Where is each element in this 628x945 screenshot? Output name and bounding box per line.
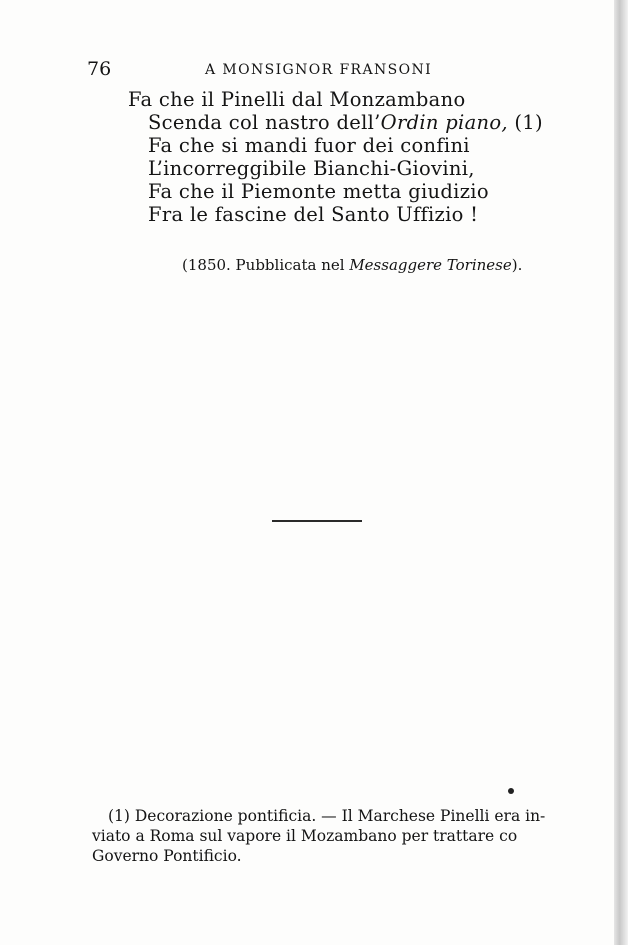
publication-note: (1850. Pubblicata nel Messaggere Torinese). — [182, 256, 523, 274]
footnote — [92, 806, 546, 866]
footnote-line: Governo Pontificio. — [92, 847, 242, 865]
ink-dot — [508, 788, 514, 794]
poem-line: Fra le fascine del Santo Uffizio ! — [148, 203, 479, 226]
page-spine-shadow — [614, 0, 628, 945]
poem-line: L’incorreggibile Bianchi-Giovini, — [148, 157, 475, 180]
poem-line: Fa che il Pinelli dal Monzambano — [128, 88, 466, 111]
poem-line: Fa che il Piemonte metta giudizio — [148, 180, 489, 203]
page-number: 76 — [87, 58, 112, 80]
poem-stanza — [128, 88, 568, 226]
italic-phrase: Ordin piano, — [380, 111, 508, 134]
poem-line: Scenda col nastro dell’Ordin piano, (1) — [148, 111, 543, 134]
section-divider — [272, 520, 362, 522]
running-title: A MONSIGNOR FRANSONI — [205, 62, 433, 78]
newspaper-title: Messaggere Torinese — [349, 256, 512, 274]
footnote-line: (1) Decorazione pontificia. — Il Marchese Pinelli era in- — [108, 807, 546, 825]
footnote-line: viato a Roma sul vapore il Mozambano per trattare co — [92, 827, 518, 845]
poem-line: Fa che si mandi fuor dei confini — [148, 134, 470, 157]
